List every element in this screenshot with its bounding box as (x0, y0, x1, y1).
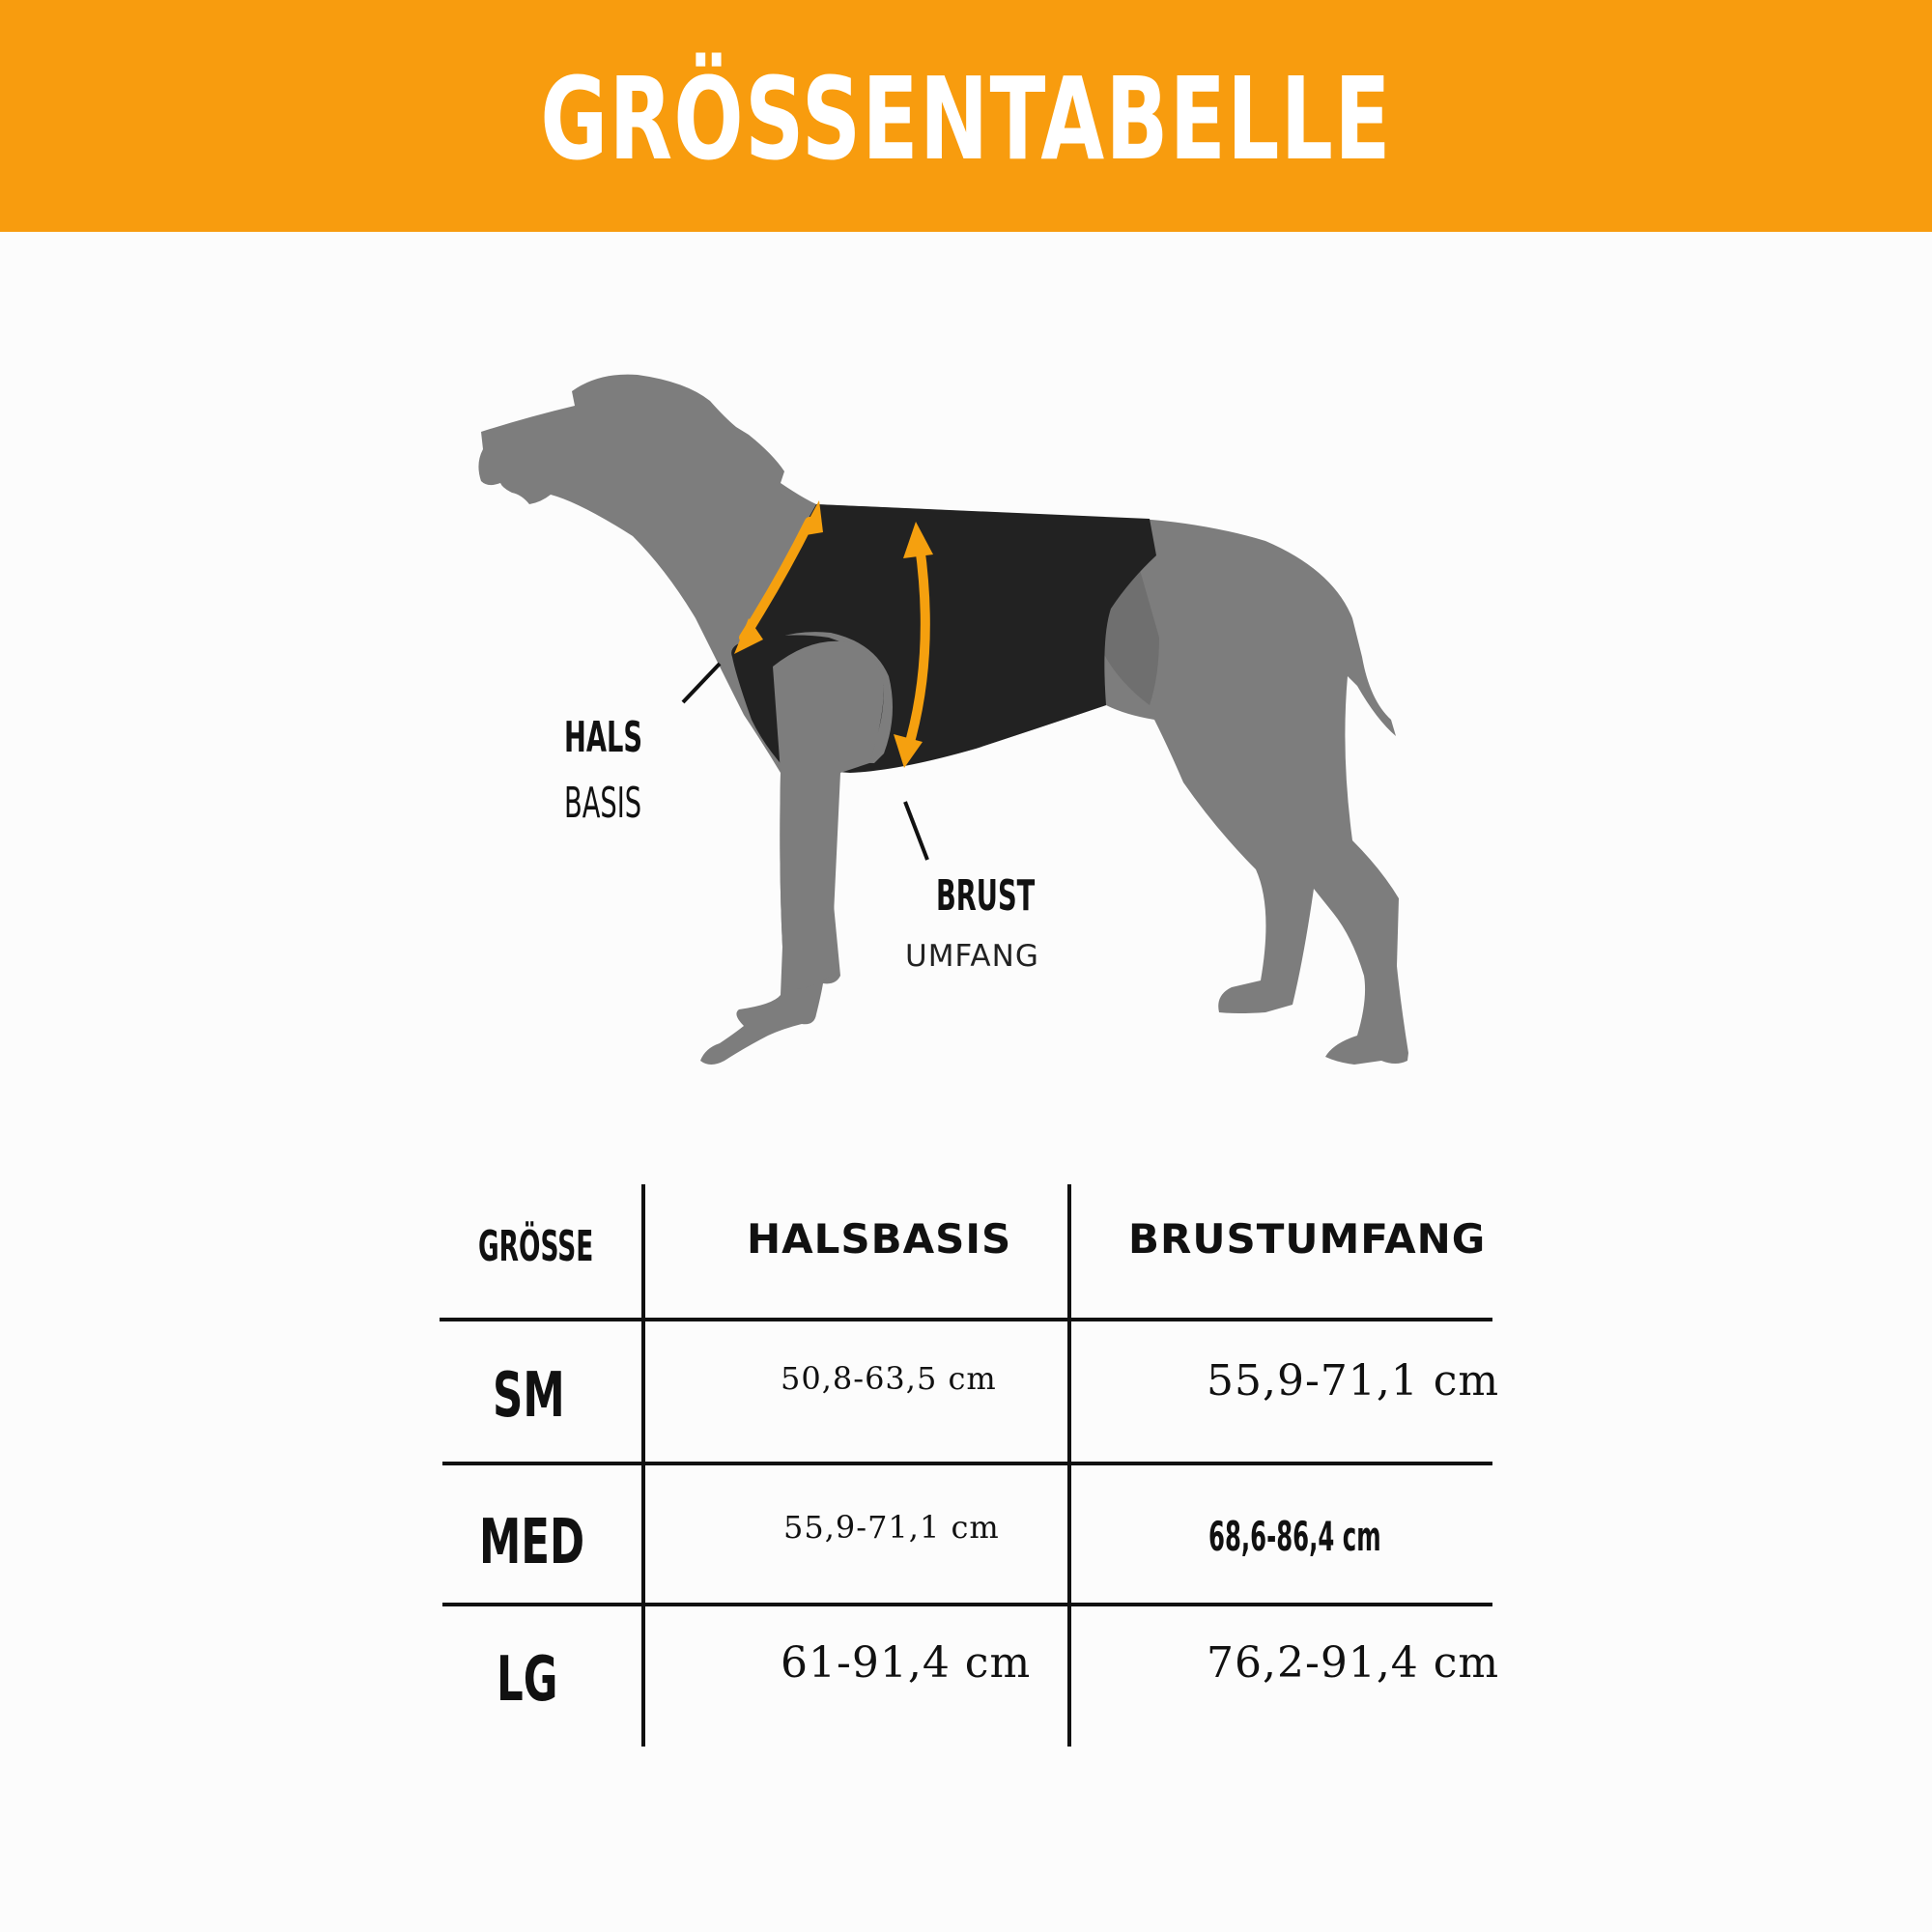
page-title: GRÖSSENTABELLE (540, 52, 1392, 185)
column-header-neck: HALSBASIS (747, 1215, 1012, 1263)
row-neck-lg: 61-91,4 cm (781, 1638, 1032, 1688)
table-divider (442, 1603, 1492, 1606)
row-chest-med: 68,6-86,4 cm (1208, 1513, 1381, 1560)
chest-pointer-line (905, 802, 927, 860)
chest-label-line2: UMFANG (905, 939, 1039, 974)
row-neck-sm: 50,8-63,5 cm (781, 1360, 997, 1397)
column-header-size: GRÖSSE (478, 1222, 594, 1271)
table-divider (442, 1462, 1492, 1465)
neck-label-line1: HALS (564, 713, 642, 762)
chest-label-line1: BRUST (936, 871, 1036, 921)
row-chest-sm: 55,9-71,1 cm (1207, 1356, 1500, 1406)
neck-label-line2: BASIS (564, 779, 642, 828)
neck-pointer-line (683, 664, 720, 702)
row-size-lg: LG (497, 1644, 558, 1716)
row-chest-lg: 76,2-91,4 cm (1207, 1638, 1500, 1688)
column-header-chest: BRUSTUMFANG (1128, 1215, 1487, 1263)
row-neck-med: 55,9-71,1 cm (783, 1509, 1000, 1546)
table-divider (641, 1184, 645, 1747)
table-divider (1067, 1184, 1071, 1747)
table-divider (440, 1318, 1492, 1321)
row-size-sm: SM (493, 1360, 565, 1432)
row-size-med: MED (479, 1507, 585, 1578)
